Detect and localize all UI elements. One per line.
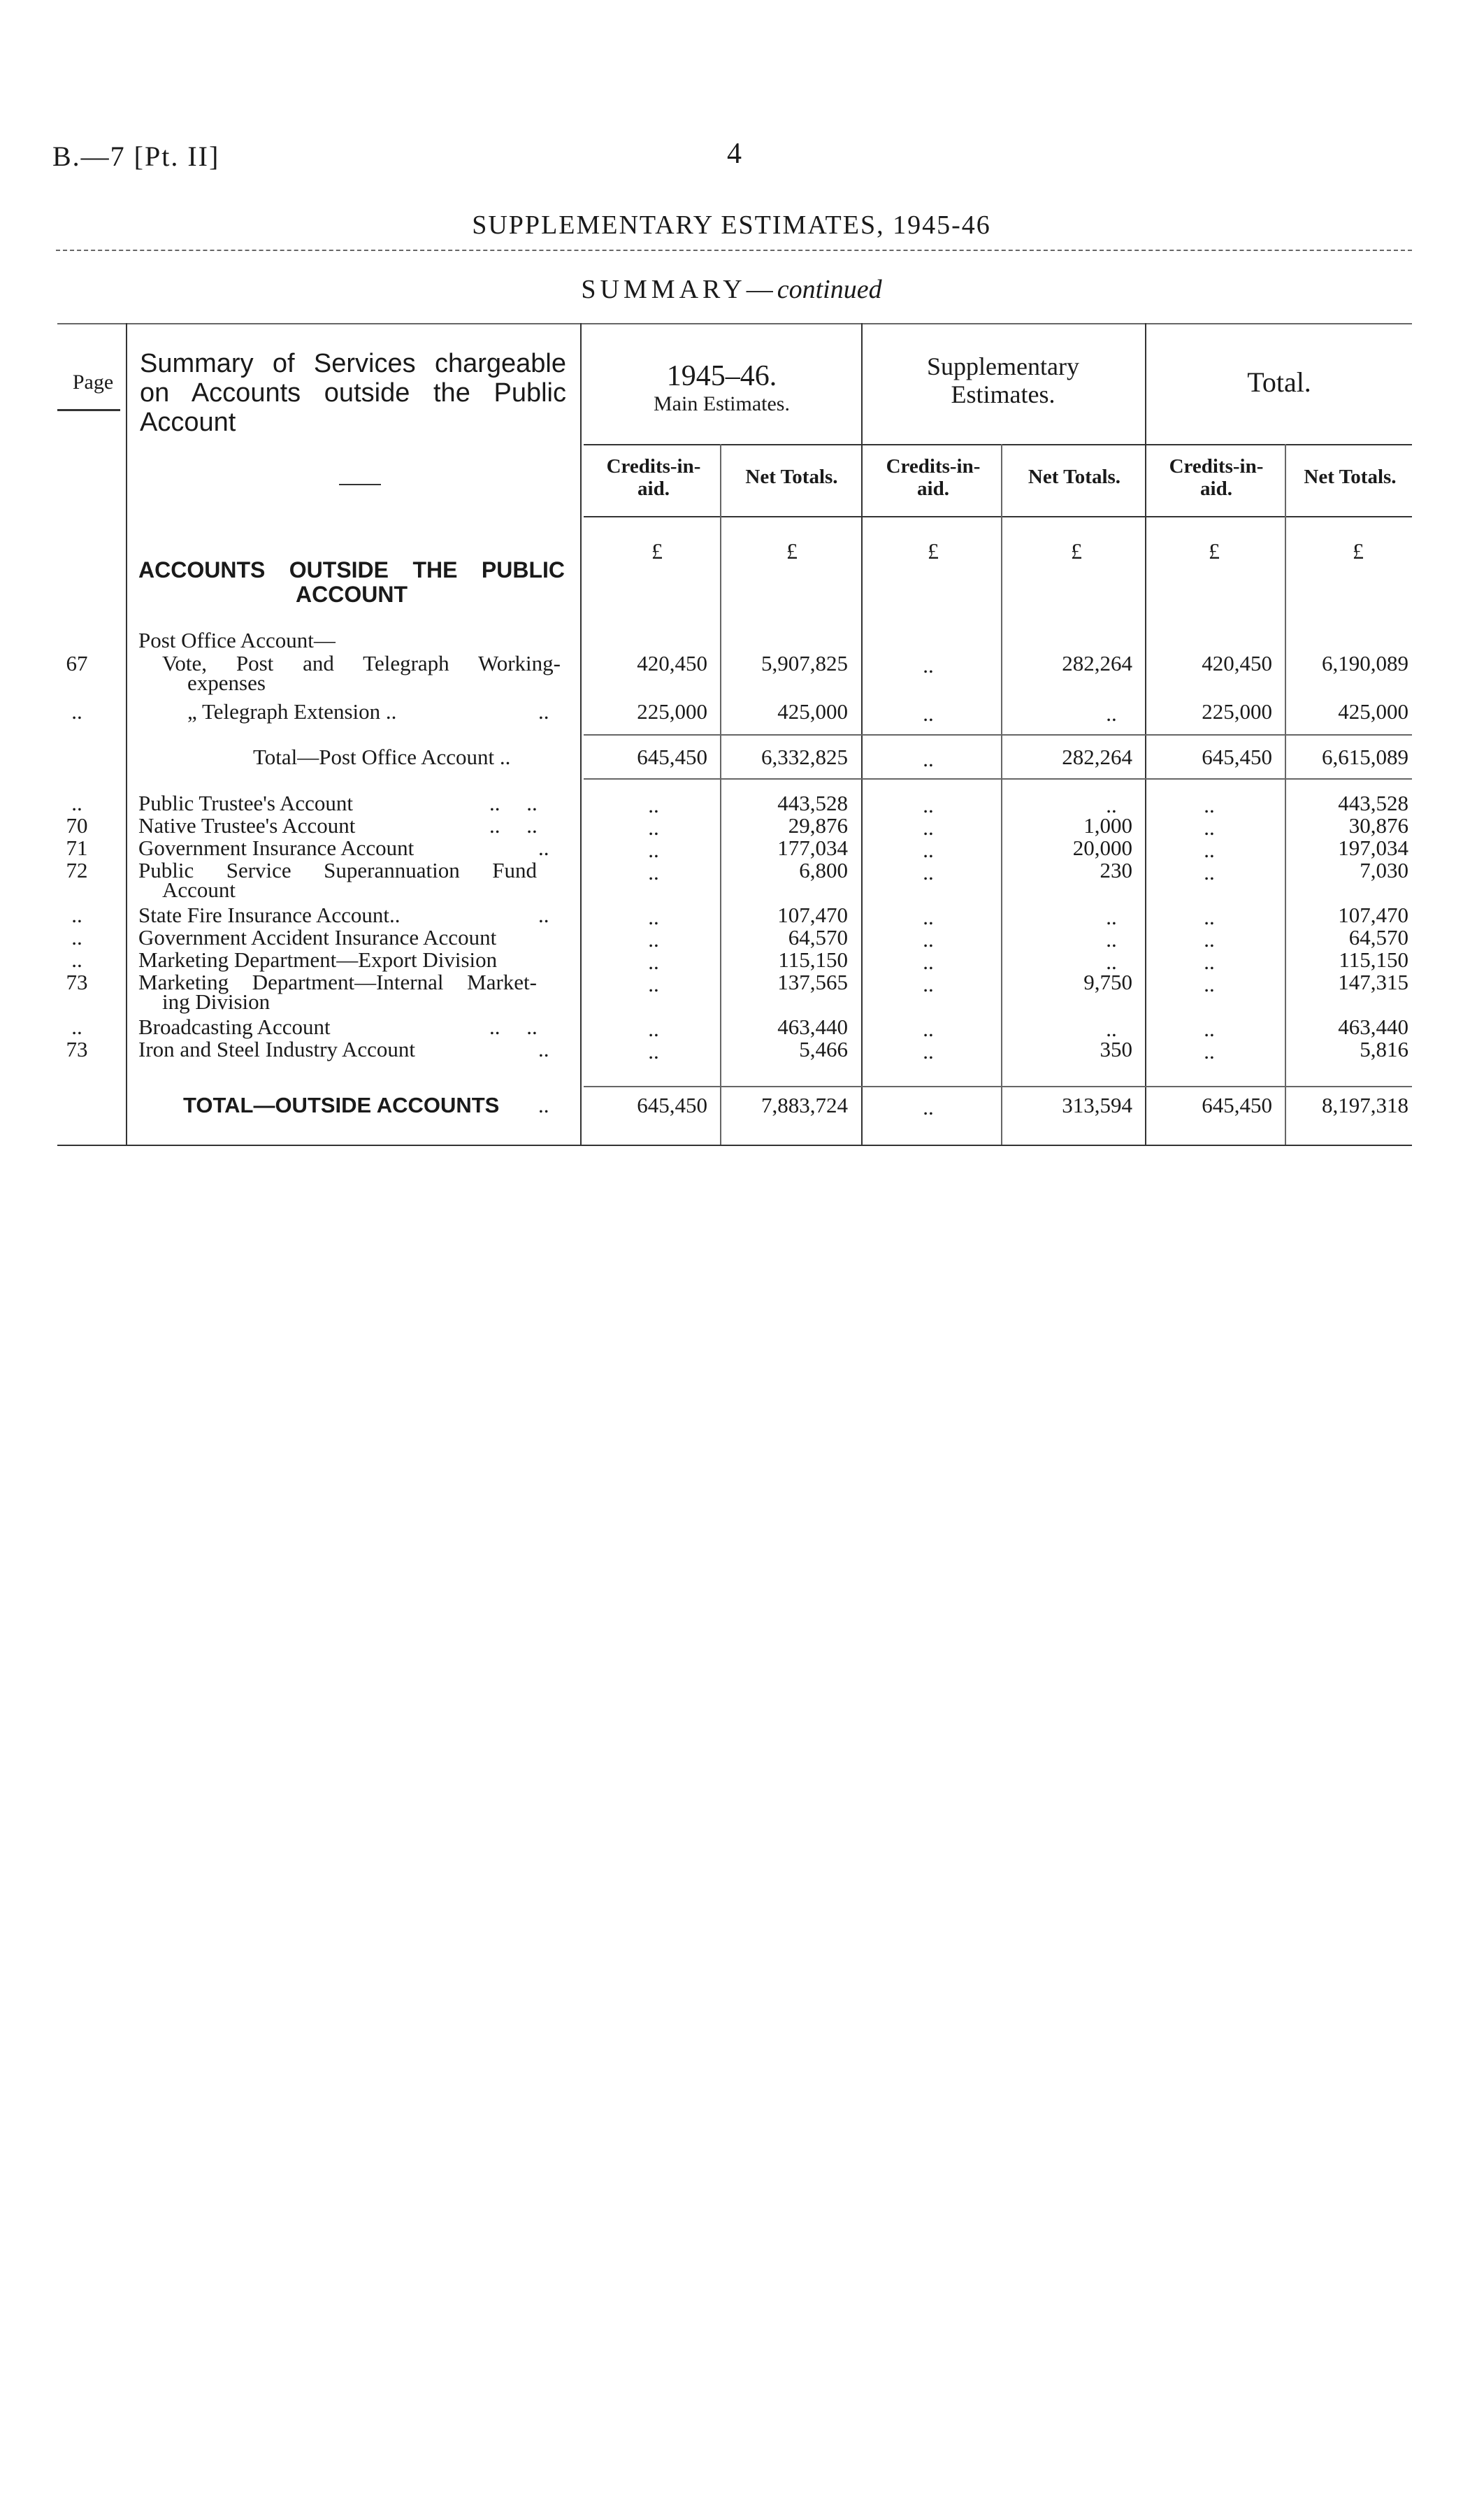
- total-net-header: Net Totals.: [1304, 466, 1397, 488]
- total-credits-cell: ..: [1204, 927, 1215, 952]
- page-column-divider: [126, 323, 127, 1145]
- summary-word: SUMMARY—: [581, 275, 777, 304]
- supp-net-cell: ..: [1106, 927, 1117, 952]
- total-net-cell: 5,816: [1360, 1037, 1408, 1061]
- main-net-cell: 6,332,825: [761, 745, 848, 769]
- pound-sign: £: [1353, 538, 1364, 564]
- row-page: ..: [71, 791, 82, 815]
- main-net-cell: 137,565: [777, 970, 848, 994]
- row-label: Iron and Steel Industry Account: [138, 1037, 416, 1061]
- title-rule: [56, 250, 1412, 251]
- pound-sign: £: [786, 538, 798, 564]
- document-title: SUPPLEMENTARY ESTIMATES, 1945-46: [472, 210, 991, 240]
- supp-sub-divider: [1001, 444, 1002, 1145]
- total-net-cell: 115,150: [1339, 947, 1408, 972]
- supp-net-cell: 20,000: [1072, 836, 1132, 860]
- row-label-continued: Account: [162, 878, 236, 902]
- supp-net-cell: ..: [1106, 1017, 1117, 1041]
- total-net-cell: 107,470: [1338, 903, 1408, 927]
- row-page: 72: [66, 858, 88, 882]
- total-credits-cell: ..: [1204, 1017, 1215, 1041]
- supp-credits-cell: ..: [923, 701, 934, 726]
- main-credits-cell: 225,000: [637, 699, 707, 724]
- row-label-continued: expenses: [187, 671, 266, 695]
- row-label: Native Trustee's Account: [138, 813, 356, 838]
- summary-heading: [0, 274, 1463, 305]
- row-label: „ Telegraph Extension ..: [187, 699, 397, 724]
- row-leader: .. ..: [489, 791, 538, 815]
- row-label: Government Accident Insurance Account: [138, 925, 497, 950]
- grand-total-rule: [584, 1086, 1412, 1087]
- row-label-continued: ing Division: [162, 989, 271, 1014]
- row-leader: ..: [538, 1037, 549, 1061]
- total-net-cell: 425,000: [1338, 699, 1408, 724]
- supp-net-header: Net Totals.: [1028, 466, 1121, 488]
- post-office-heading: Post Office Account—: [138, 628, 336, 652]
- subtotal-rule-bottom: [584, 778, 1412, 780]
- main-net-cell: 5,466: [799, 1037, 848, 1061]
- total-net-cell: 64,570: [1348, 925, 1408, 950]
- description-dash: [339, 484, 381, 485]
- main-net-cell: 107,470: [777, 903, 848, 927]
- supp-credits-header: Credits-in-aid.: [886, 455, 981, 500]
- row-leader: ..: [538, 699, 549, 724]
- pound-sign: £: [928, 538, 939, 564]
- main-credits-cell: ..: [648, 950, 659, 974]
- row-label: Marketing Department—Internal Market-: [138, 970, 537, 994]
- total-credits-cell: 225,000: [1202, 699, 1272, 724]
- supplementary-estimates-header: Supplementary Estimates.: [927, 352, 1079, 408]
- table-bottom-rule: [57, 1145, 1412, 1146]
- pound-sign: £: [1071, 538, 1082, 564]
- main-credits-cell: ..: [648, 972, 659, 996]
- document-reference: B.—7 [Pt. II]: [52, 141, 220, 172]
- row-page: ..: [71, 947, 82, 972]
- post-office-total-label: Total—Post Office Account ..: [253, 745, 511, 769]
- row-label: Public Trustee's Account: [138, 791, 353, 815]
- supp-credits-cell: ..: [923, 905, 934, 929]
- row-label: State Fire Insurance Account..: [138, 903, 401, 927]
- main-credits-cell: ..: [648, 860, 659, 885]
- main-net-cell: 463,440: [777, 1015, 848, 1039]
- total-net-cell: 30,876: [1348, 813, 1408, 838]
- row-label: Government Insurance Account: [138, 836, 415, 860]
- row-page: 71: [66, 836, 88, 860]
- main-sub-divider: [720, 444, 721, 1145]
- total-net-cell: 8,197,318: [1322, 1093, 1408, 1117]
- section-heading-line2: ACCOUNT: [296, 582, 408, 608]
- supp-credits-cell: ..: [923, 838, 934, 862]
- row-page: 70: [66, 813, 88, 838]
- total-credits-cell: ..: [1204, 793, 1215, 817]
- total-header: Total.: [1247, 366, 1311, 398]
- total-credits-cell: ..: [1204, 815, 1215, 840]
- supp-credits-cell: ..: [923, 1095, 934, 1119]
- section-heading: [138, 558, 565, 607]
- total-credits-cell: ..: [1204, 1039, 1215, 1064]
- row-page: ..: [71, 925, 82, 950]
- main-net-cell: 443,528: [777, 791, 848, 815]
- main-net-cell: 5,907,825: [761, 651, 848, 675]
- row-leader: ..: [538, 903, 549, 927]
- total-credits-cell: ..: [1204, 972, 1215, 996]
- subtotal-rule-top: [584, 734, 1412, 736]
- total-credits-header: Credits-in-aid.: [1169, 455, 1264, 500]
- main-credits-cell: ..: [648, 905, 659, 929]
- section-heading-line1: ACCOUNTS OUTSIDE THE PUBLIC: [138, 557, 565, 582]
- row-label: Vote, Post and Telegraph Working-: [162, 651, 561, 675]
- main-credits-header: Credits-in-aid.: [606, 455, 701, 500]
- supp-credits-cell: ..: [923, 1017, 934, 1041]
- supp-net-cell: 1,000: [1083, 813, 1132, 838]
- row-label: Public Service Superannuation Fund: [138, 858, 537, 882]
- supp-credits-cell: ..: [923, 747, 934, 771]
- row-page: ..: [71, 903, 82, 927]
- supp-credits-cell: ..: [923, 815, 934, 840]
- supp-net-cell: 350: [1100, 1037, 1132, 1061]
- supp-credits-cell: ..: [923, 860, 934, 885]
- pound-sign: £: [651, 538, 663, 564]
- supp-credits-cell: ..: [923, 793, 934, 817]
- supp-net-cell: 282,264: [1062, 651, 1132, 675]
- supp-credits-cell: ..: [923, 950, 934, 974]
- supp-credits-cell: ..: [923, 972, 934, 996]
- supp-net-cell: 282,264: [1062, 745, 1132, 769]
- summary-continued: continued: [777, 275, 882, 304]
- total-credits-cell: 645,450: [1202, 745, 1272, 769]
- main-estimates-year: 1945–46.: [666, 360, 777, 392]
- supp-credits-cell: ..: [923, 653, 934, 678]
- page-header-rule: [57, 409, 120, 411]
- grand-total-label: TOTAL—OUTSIDE ACCOUNTS: [183, 1093, 500, 1117]
- supp-net-cell: ..: [1106, 905, 1117, 929]
- main-credits-cell: ..: [648, 815, 659, 840]
- total-net-cell: 463,440: [1338, 1015, 1408, 1039]
- main-net-cell: 64,570: [788, 925, 848, 950]
- main-estimates-header: [584, 360, 860, 415]
- total-net-cell: 6,190,089: [1322, 651, 1408, 675]
- row-page: 73: [66, 1037, 88, 1061]
- row-label: Broadcasting Account: [138, 1015, 331, 1039]
- total-sub-divider: [1285, 444, 1286, 1145]
- total-credits-cell: ..: [1204, 950, 1215, 974]
- total-credits-cell: 420,450: [1202, 651, 1272, 675]
- total-credits-cell: ..: [1204, 905, 1215, 929]
- main-credits-cell: ..: [648, 1017, 659, 1041]
- main-net-cell: 29,876: [788, 813, 848, 838]
- subheader-rule: [584, 444, 1412, 445]
- main-credits-cell: ..: [648, 838, 659, 862]
- main-estimates-label: Main Estimates.: [654, 392, 790, 416]
- description-column-header: Summary of Services chargeable on Accounts outside the Public Account: [140, 349, 566, 437]
- row-leader: .. ..: [489, 813, 538, 838]
- supp-net-cell: 313,594: [1062, 1093, 1132, 1117]
- row-leader: ..: [538, 836, 549, 860]
- row-page: ..: [71, 699, 82, 724]
- main-net-cell: 425,000: [777, 699, 848, 724]
- supp-net-cell: ..: [1106, 950, 1117, 974]
- supp-net-cell: 9,750: [1083, 970, 1132, 994]
- main-credits-cell: 420,450: [637, 651, 707, 675]
- main-credits-cell: ..: [648, 927, 659, 952]
- total-net-cell: 443,528: [1338, 791, 1408, 815]
- supp-net-cell: 230: [1100, 858, 1132, 882]
- main-net-cell: 6,800: [799, 858, 848, 882]
- row-page: 67: [66, 651, 88, 675]
- page-number: 4: [727, 138, 742, 170]
- total-net-cell: 147,315: [1338, 970, 1408, 994]
- pound-sign: £: [1209, 538, 1220, 564]
- main-credits-cell: 645,450: [637, 1093, 707, 1117]
- page-column-header: Page: [72, 371, 114, 394]
- main-net-cell: 115,150: [778, 947, 848, 972]
- total-net-cell: 197,034: [1338, 836, 1408, 860]
- row-page: 73: [66, 970, 88, 994]
- supp-net-cell: ..: [1106, 701, 1117, 726]
- grand-total-leader: ..: [538, 1093, 549, 1117]
- total-credits-cell: 645,450: [1202, 1093, 1272, 1117]
- main-credits-cell: 645,450: [637, 745, 707, 769]
- row-page: ..: [71, 1015, 82, 1039]
- main-net-cell: 177,034: [777, 836, 848, 860]
- main-credits-cell: ..: [648, 1039, 659, 1064]
- subheader-bottom-rule: [584, 516, 1412, 517]
- total-net-cell: 7,030: [1360, 858, 1408, 882]
- main-net-header: Net Totals.: [745, 466, 838, 488]
- supp-credits-cell: ..: [923, 927, 934, 952]
- total-credits-cell: ..: [1204, 838, 1215, 862]
- row-leader: .. ..: [489, 1015, 538, 1039]
- row-label: Marketing Department—Export Division: [138, 947, 498, 972]
- table-top-rule: [57, 323, 1412, 324]
- supp-net-cell: ..: [1106, 793, 1117, 817]
- supp-credits-cell: ..: [923, 1039, 934, 1064]
- total-net-cell: 6,615,089: [1322, 745, 1408, 769]
- main-net-cell: 7,883,724: [761, 1093, 848, 1117]
- desc-column-divider: [580, 323, 582, 1145]
- total-credits-cell: ..: [1204, 860, 1215, 885]
- main-credits-cell: ..: [648, 793, 659, 817]
